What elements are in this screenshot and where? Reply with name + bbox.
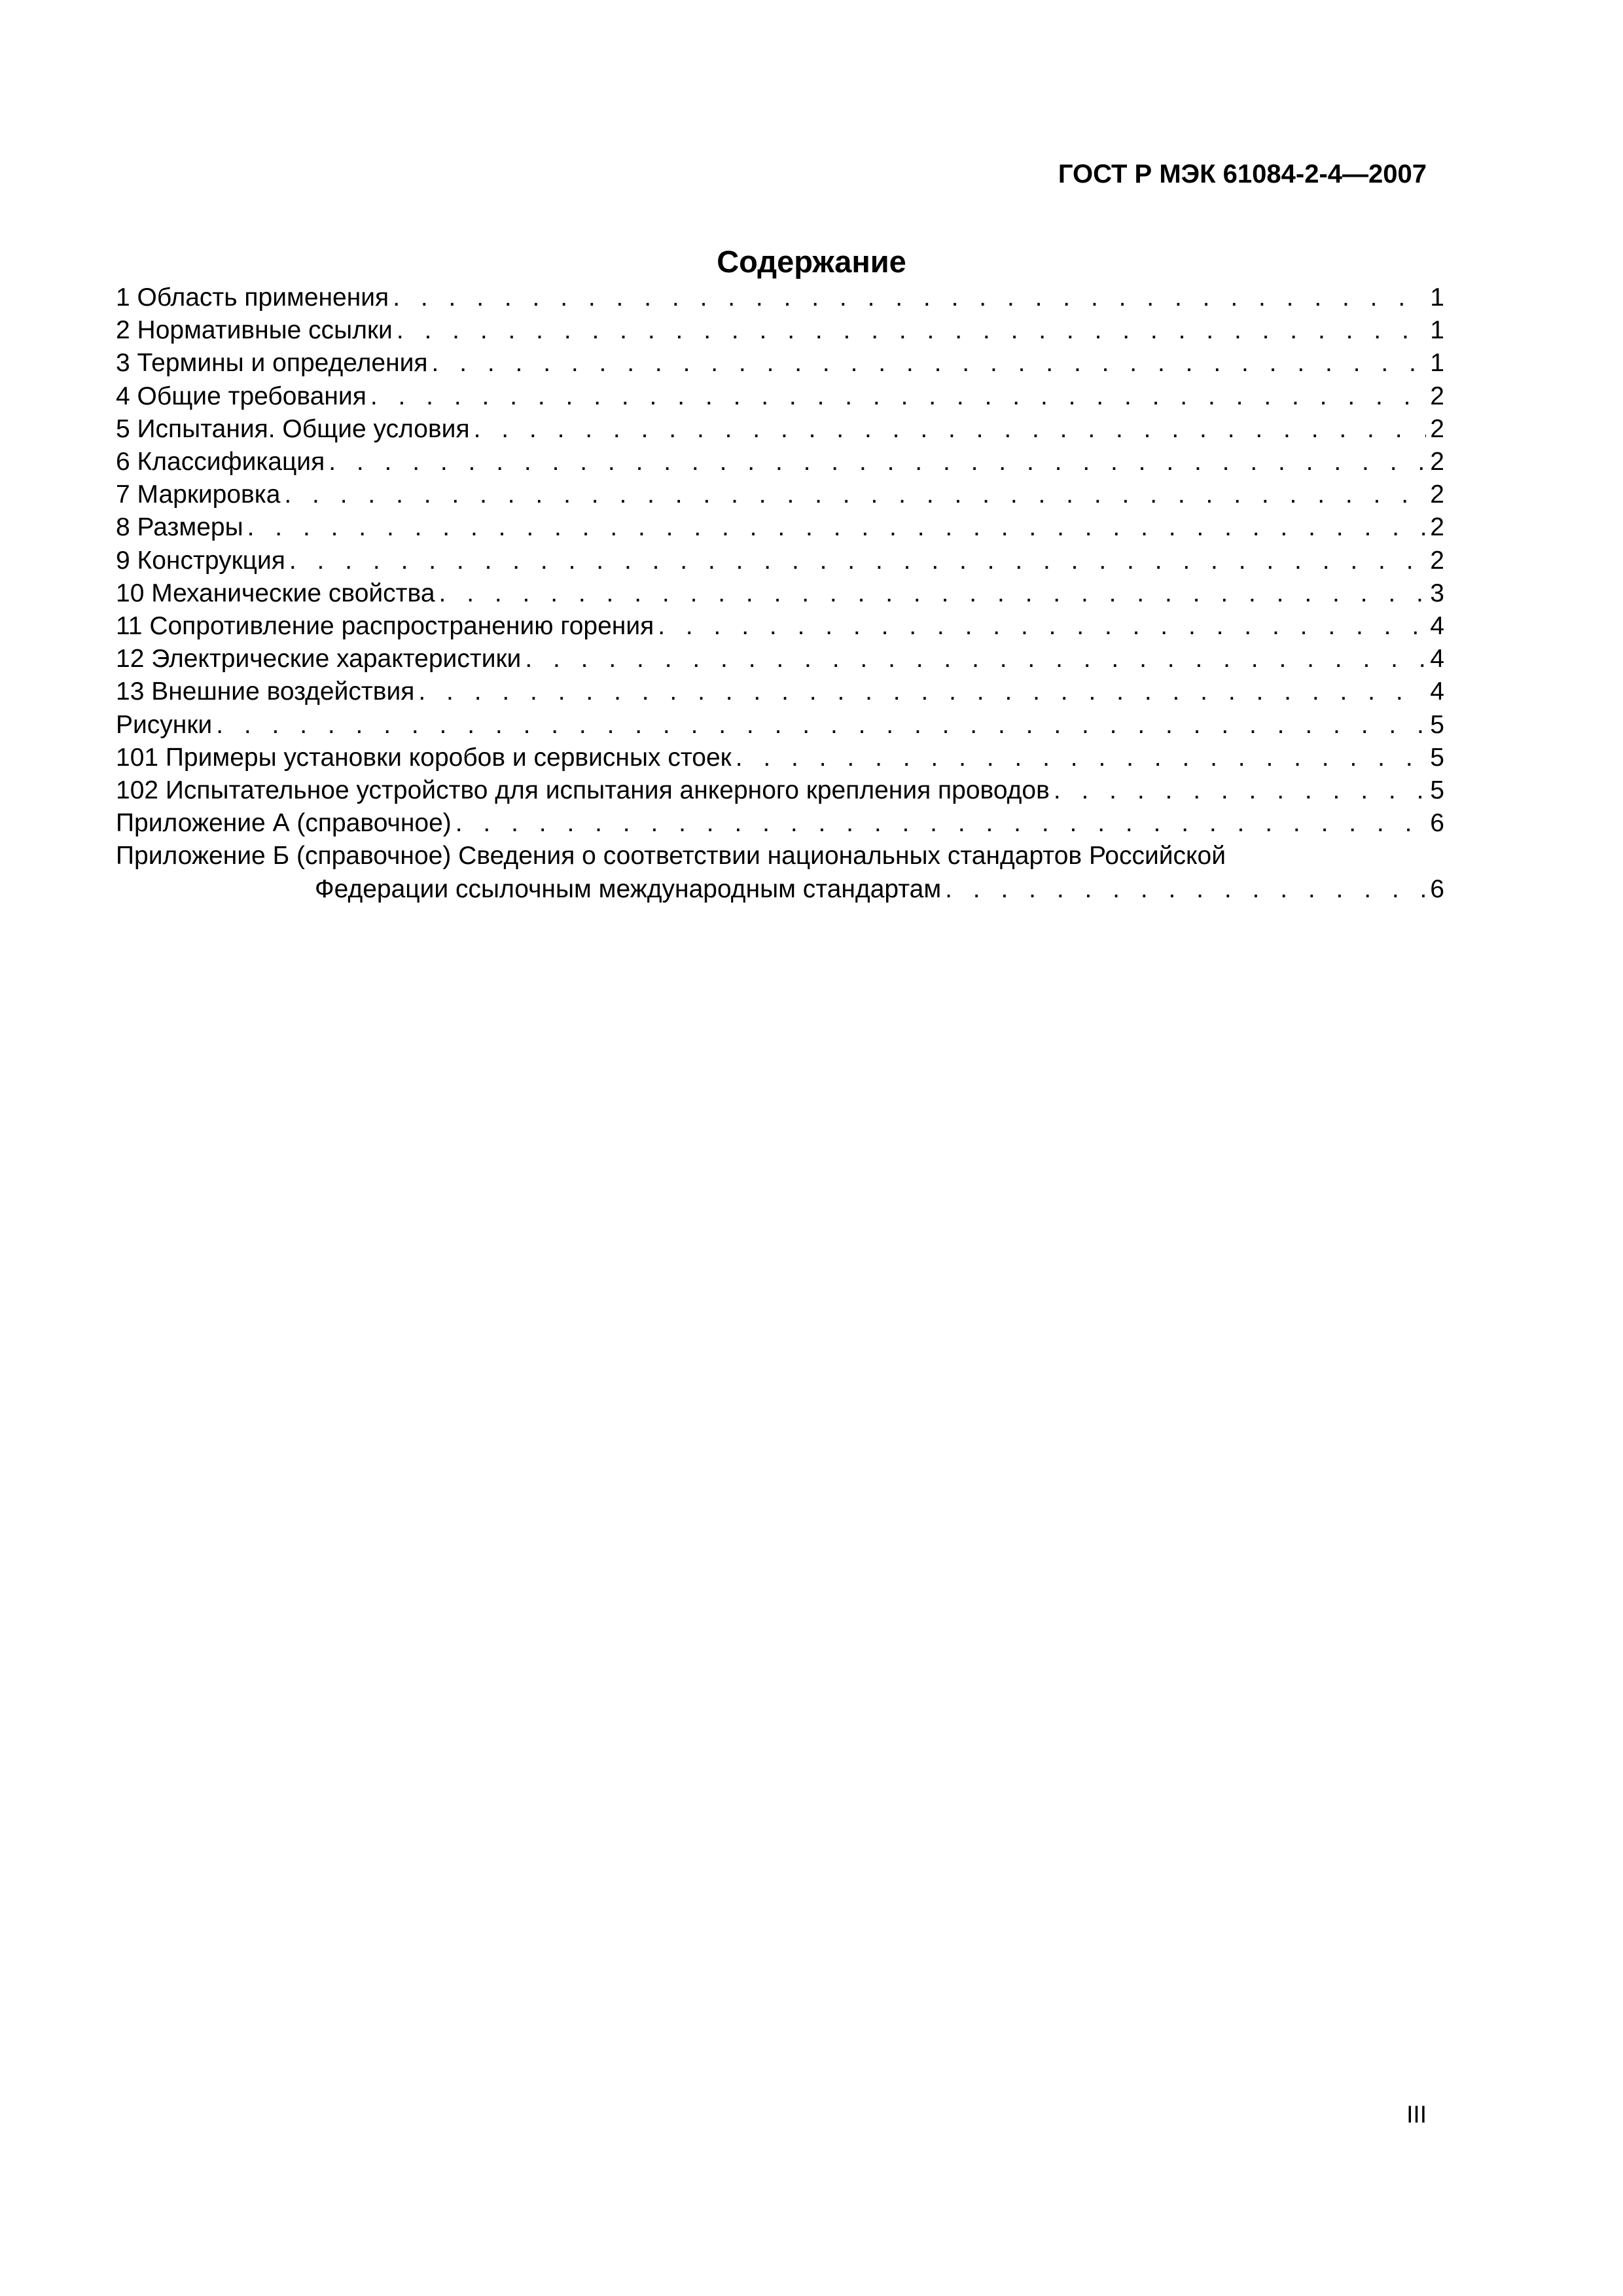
toc-entry-label: 5 Испытания. Общие условия xyxy=(116,414,470,443)
toc-entry-label: Рисунки xyxy=(116,710,213,739)
toc-entry-label: 11 Сопротивление распространению горения xyxy=(116,612,654,641)
toc-entry-page: 4 xyxy=(1430,645,1444,673)
dot-leader xyxy=(247,511,1427,544)
dot-leader xyxy=(397,314,1426,347)
toc-entry-page: 1 xyxy=(1430,316,1444,345)
toc-entry-label: 13 Внешние воздействия xyxy=(116,677,415,706)
dot-leader xyxy=(945,873,1426,906)
toc-entry-label: 1 Область применения xyxy=(116,283,389,312)
dot-leader xyxy=(289,545,1426,577)
dot-leader xyxy=(370,380,1426,413)
toc-entry[interactable] xyxy=(116,675,1444,708)
toc-entry[interactable] xyxy=(116,577,1444,610)
toc-entry-label: 8 Размеры xyxy=(116,513,243,542)
toc-entry-page: 2 xyxy=(1430,448,1444,476)
toc-entry-page: 4 xyxy=(1430,612,1444,641)
toc-entry[interactable] xyxy=(116,281,1444,314)
toc-entry-page: 1 xyxy=(1430,349,1444,378)
toc-entry[interactable] xyxy=(116,840,1444,872)
dot-leader xyxy=(474,413,1427,446)
dot-leader xyxy=(393,281,1426,314)
toc-entry-label: 10 Механические свойства xyxy=(116,579,435,607)
toc-entry-page: 2 xyxy=(1430,414,1444,443)
toc-entry[interactable] xyxy=(116,545,1444,577)
toc-entry-label: 2 Нормативные ссылки xyxy=(116,316,393,345)
toc-entry-page: 1 xyxy=(1430,283,1444,312)
toc-entry[interactable] xyxy=(116,478,1444,511)
toc-entry-page: 6 xyxy=(1430,874,1444,903)
toc-entry-continuation[interactable] xyxy=(116,873,1444,906)
toc-entry[interactable] xyxy=(116,314,1444,347)
toc-entry[interactable] xyxy=(116,511,1444,544)
toc-entry-page: 4 xyxy=(1430,677,1444,706)
toc-entry-label: Приложение Б (справочное) Сведения о соответствии национальных стандартов Российской xyxy=(116,842,1226,870)
toc-entry-page: 2 xyxy=(1430,513,1444,542)
toc-entry[interactable] xyxy=(116,807,1444,840)
toc-entry[interactable] xyxy=(116,709,1444,742)
toc-entry-page: 5 xyxy=(1430,776,1444,805)
toc-entry[interactable] xyxy=(116,610,1444,643)
toc-entry-page: 5 xyxy=(1430,710,1444,739)
toc-entry-label: 6 Классификация xyxy=(116,448,325,476)
toc-entry[interactable] xyxy=(116,643,1444,675)
toc-entry-label: 101 Примеры установки коробов и сервисных стоек xyxy=(116,743,732,772)
dot-leader xyxy=(736,742,1427,774)
toc-entry-label: 4 Общие требования xyxy=(116,382,366,410)
toc-title: Содержание xyxy=(717,244,906,279)
toc-entry-page: 2 xyxy=(1430,382,1444,410)
toc-entry-page: 2 xyxy=(1430,480,1444,509)
dot-leader xyxy=(329,446,1426,478)
toc-entry-label: Федерации ссылочным международным стандартам xyxy=(315,874,942,903)
dot-leader xyxy=(432,347,1427,380)
dot-leader xyxy=(525,643,1426,675)
dot-leader xyxy=(439,577,1427,610)
toc-entry[interactable] xyxy=(116,347,1444,380)
document-code: ГОСТ Р МЭК 61084-2-4—2007 xyxy=(1058,160,1427,188)
toc-entry-label: 7 Маркировка xyxy=(116,480,281,509)
dot-leader xyxy=(455,807,1427,840)
toc-entry-label: 12 Электрические характеристики xyxy=(116,645,522,673)
toc-entry[interactable] xyxy=(116,413,1444,446)
toc-entry-label: 102 Испытательное устройство для испытания анкерного крепления проводов xyxy=(116,776,1050,805)
toc-entry-page: 2 xyxy=(1430,546,1444,575)
dot-leader xyxy=(216,709,1426,742)
toc-entry-page: 5 xyxy=(1430,743,1444,772)
page-number: III xyxy=(1406,2101,1427,2128)
toc-entry-label: 9 Конструкция xyxy=(116,546,285,575)
dot-leader xyxy=(284,478,1426,511)
toc-entry-label: 3 Термины и определения xyxy=(116,349,428,378)
toc-entry-page: 6 xyxy=(1430,809,1444,838)
toc-entry-page: 3 xyxy=(1430,579,1444,607)
table-of-contents xyxy=(116,281,1444,906)
toc-entry[interactable] xyxy=(116,446,1444,478)
dot-leader xyxy=(658,610,1426,643)
dot-leader xyxy=(418,675,1426,708)
toc-entry-label: Приложение А (справочное) xyxy=(116,809,452,838)
toc-entry[interactable] xyxy=(116,380,1444,413)
dot-leader xyxy=(1054,774,1426,807)
toc-entry[interactable] xyxy=(116,774,1444,807)
toc-entry[interactable] xyxy=(116,742,1444,774)
